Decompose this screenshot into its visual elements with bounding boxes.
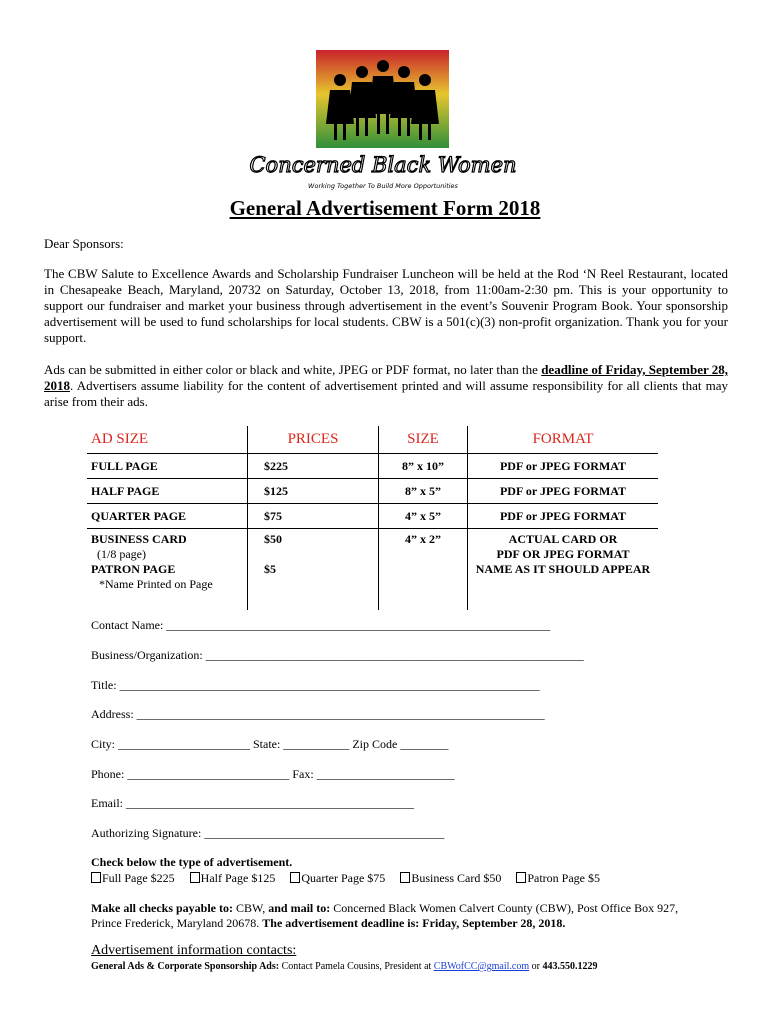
check-full-page[interactable]: Full Page $225 — [91, 871, 175, 885]
submission-paragraph: Ads can be submitted in either color or black and white, JPEG or PDF format, no later than the deadline of Friday, September 28, 2018. Advertisers assume liability for the content of advertisement printed and will assume responsibility for all clients that may arise from their ads. — [44, 362, 729, 409]
contact-name-field[interactable]: Contact Name: ________________________________________________________________ — [91, 618, 551, 632]
title-field[interactable]: Title: ______________________________________________________________________ — [91, 678, 540, 692]
table-row: FULL PAGE $225 8” x 10” PDF or JPEG FORMAT — [87, 454, 658, 479]
checkbox-icon — [400, 872, 410, 883]
checkbox-icon — [190, 872, 200, 883]
check-instructions: Check below the type of advertisement. — [91, 855, 293, 869]
check-business-card[interactable]: Business Card $50 — [400, 871, 501, 885]
cbw-logo — [249, 50, 517, 195]
header-ad-size: AD SIZE — [87, 426, 248, 454]
logo-tagline: Working Together To Build More Opportunities — [308, 182, 458, 190]
page-title: General Advertisement Form 2018 — [229, 196, 541, 220]
greeting: Dear Sponsors: — [44, 236, 124, 251]
contacts-line: General Ads & Corporate Sponsorship Ads: Contact Pamela Cousins, President at CBWofCC@gmail.com or 443.550.1229 — [91, 961, 598, 972]
logo-text: Concerned Black Women — [249, 153, 517, 177]
business-field[interactable]: Business/Organization: _______________________________________________________________ — [91, 648, 584, 662]
check-patron-page[interactable]: Patron Page $5 — [516, 871, 600, 885]
table-row: QUARTER PAGE $75 4” x 5” PDF or JPEG FORMAT — [87, 504, 658, 529]
checkbox-icon — [290, 872, 300, 883]
header-format: FORMAT — [468, 426, 659, 454]
email-field[interactable]: Email: ________________________________________________ — [91, 796, 414, 810]
checkbox-icon — [516, 872, 526, 883]
table-row: BUSINESS CARD (1/8 page) PATRON PAGE *Name Printed on Page $50 $5 4” x 2” ACTUAL CARD OR PDF OR JPEG FORMAT NAME AS IT SHOULD APPEAR — [87, 529, 658, 611]
phone-fax-field[interactable]: Phone: ___________________________ Fax: _______________________ — [91, 767, 455, 781]
intro-paragraph: The CBW Salute to Excellence Awards and Scholarship Fundraiser Luncheon will be held at the Rod ‘N Reel Restaurant, located in Chesapeake Beach, Maryland, 20732 on Saturday, October 13, 2018, from 11:00am-2:30 pm. This is your opportunity to support our fundraiser and market your business through advertisement in the event’s Souvenir Program Book. Your sponsorship advertisement will be used to fund scholarships for local students. CBW is a 501(c)(3) non-profit organization. Thank you for your support. — [44, 266, 728, 345]
ad-type-checkboxes — [91, 871, 612, 886]
header-prices: PRICES — [248, 426, 379, 454]
check-quarter-page[interactable]: Quarter Page $75 — [290, 871, 385, 885]
signature-field[interactable]: Authorizing Signature: ________________________________________ — [91, 826, 445, 840]
ad-price-table — [87, 426, 658, 610]
email-link[interactable]: CBWofCC@gmail.com — [433, 961, 530, 972]
deadline-text: deadline of Friday, September 28, 2018 — [44, 362, 729, 393]
table-row: HALF PAGE $125 8” x 5” PDF or JPEG FORMAT — [87, 479, 658, 504]
city-state-zip-field[interactable]: City: ______________________ State: ___________ Zip Code ________ — [91, 737, 449, 751]
header-size: SIZE — [379, 426, 468, 454]
address-field[interactable]: Address: ____________________________________________________________________ — [91, 707, 545, 721]
checkbox-icon — [91, 872, 101, 883]
check-half-page[interactable]: Half Page $125 — [190, 871, 276, 885]
mail-instructions: Make all checks payable to: CBW, and mail to: Concerned Black Women Calvert County (CBW), Post Office Box 927, Prince Frederick, Maryland 20678. The advertisement deadline is: Friday, September 28, 2018. — [91, 901, 679, 930]
contacts-heading: Advertisement information contacts: — [91, 943, 297, 958]
